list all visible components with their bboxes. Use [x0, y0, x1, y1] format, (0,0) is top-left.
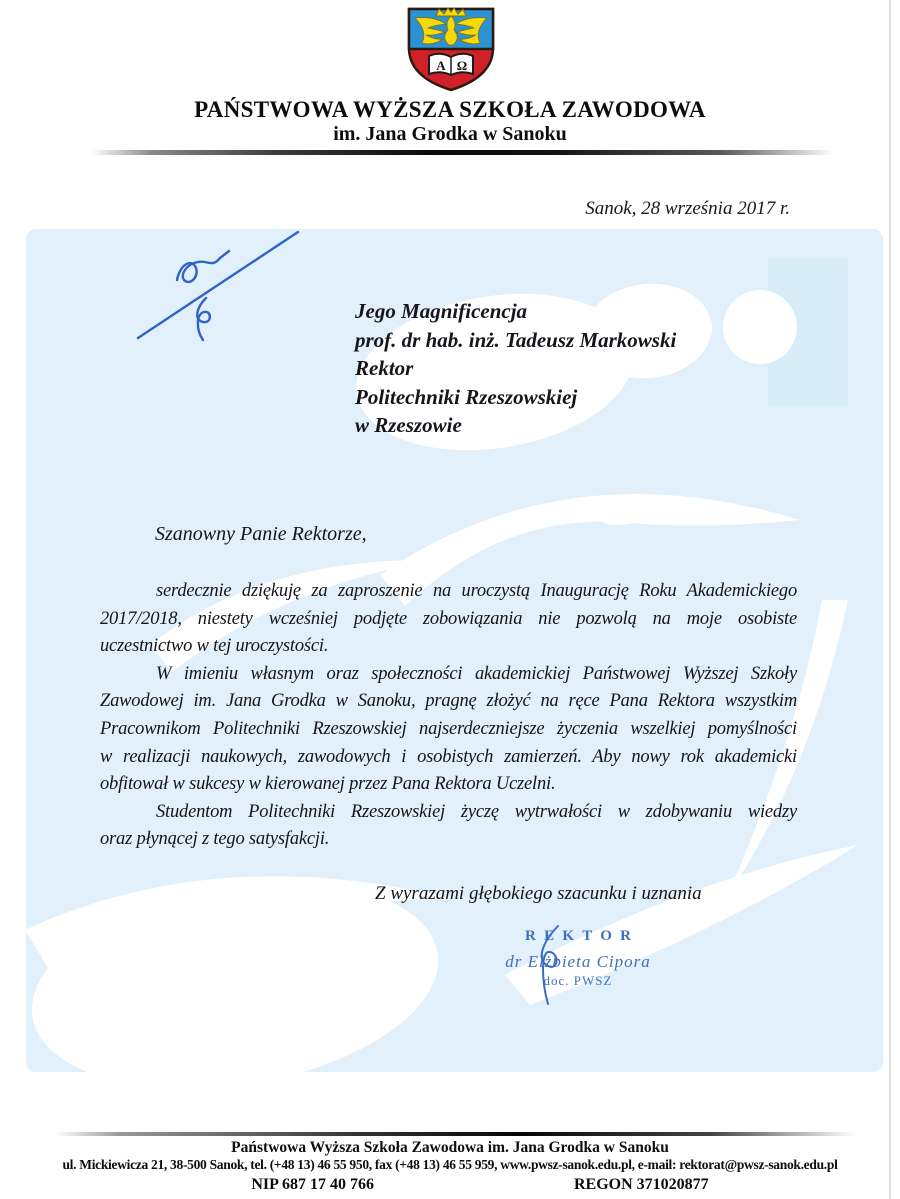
alpha-letter: Α [436, 58, 446, 73]
stamp-title: REKTOR [525, 928, 640, 944]
recipient-block [355, 297, 676, 440]
body-line: 2017/2018, niestety wcześniej podjęte zobowiązania nie pozwolą na moje osobiste [100, 608, 797, 629]
footer-nip: NIP 687 17 40 766 [251, 1176, 374, 1193]
footer-institution: Państwowa Wyższa Szkoła Zawodowa im. Jana Grodka w Sanoku [231, 1139, 669, 1156]
body-line: uczestnictwo w tej uroczystości. [100, 636, 329, 657]
university-coat-of-arms-icon [401, 3, 501, 93]
stamp-signer-name: dr Elżbieta Cipora [505, 952, 651, 971]
footer-regon: REGON 371020877 [574, 1176, 709, 1193]
body-line: serdecznie dziękuję za zaproszenie na uroczystą Inaugurację Roku Akademickiego [156, 581, 797, 601]
stamp-signer-degree: doc. PWSZ [543, 973, 613, 988]
closing-line: Z wyrazami głębokiego szacunku i uznania [375, 883, 702, 904]
body-line: Zawodowej im. Jana Grodka w Sanoku, pragnę złożyć na ręce Pana Rektora wszystkim [100, 691, 797, 712]
eagle-icon [415, 16, 487, 45]
handwritten-signature-icon [530, 918, 575, 1013]
body-line: Pracownikom Politechniki Rzeszowskiej najserdeczniejsze życzenia wszelkiej pomyślności [100, 718, 797, 739]
handwritten-pen-mark-icon [130, 228, 310, 348]
institution-subtitle: im. Jana Grodka w Sanoku [333, 123, 567, 145]
body-line: w realizacji naukowych, zawodowych i osobistych zamierzeń. Aby nowy rok akademicki [100, 746, 797, 767]
recipient-line: w Rzeszowie [355, 413, 462, 438]
scan-artifact-line [889, 0, 891, 1199]
footer-contact: ul. Mickiewicza 21, 38-500 Sanok, tel. (+48 13) 46 55 950, fax (+48 13) 46 55 959, www.pwsz-sanok.edu.pl, e-mail: rektorat@pwsz-sanok.edu.pl [62, 1157, 838, 1172]
recipient-line: Jego Magnificencja [355, 299, 528, 323]
institution-name: PAŃSTWOWA WYŻSZA SZKOŁA ZAWODOWA [194, 97, 706, 122]
open-book-icon [429, 54, 473, 75]
footer-divider [55, 1132, 855, 1136]
recipient-line: Rektor [355, 356, 414, 381]
body-line: oraz płynącej z tego satysfakcji. [100, 829, 330, 850]
date-line: Sanok, 28 września 2017 r. [585, 198, 790, 219]
body-line: W imieniu własnym oraz społeczności akademickiej Państwowej Wyższej Szkoły [156, 663, 797, 684]
omega-letter: Ω [456, 58, 468, 73]
footer-ids [0, 1176, 900, 1194]
body-line: obfitował w sukcesy w kierowanej przez Pana Rektora Uczelni. [100, 774, 556, 795]
body-line: Studentom Politechniki Rzeszowskiej życzę wytrwałości w zdobywaniu wiedzy [156, 801, 797, 822]
recipient-line: prof. dr hab. inż. Tadeusz Markowski [355, 327, 677, 352]
recipient-line: Politechniki Rzeszowskiej [355, 384, 578, 409]
salutation: Szanowny Panie Rektorze, [155, 523, 367, 545]
letter-body [100, 578, 797, 854]
header-divider [92, 150, 834, 155]
rektor-stamp [468, 928, 688, 989]
